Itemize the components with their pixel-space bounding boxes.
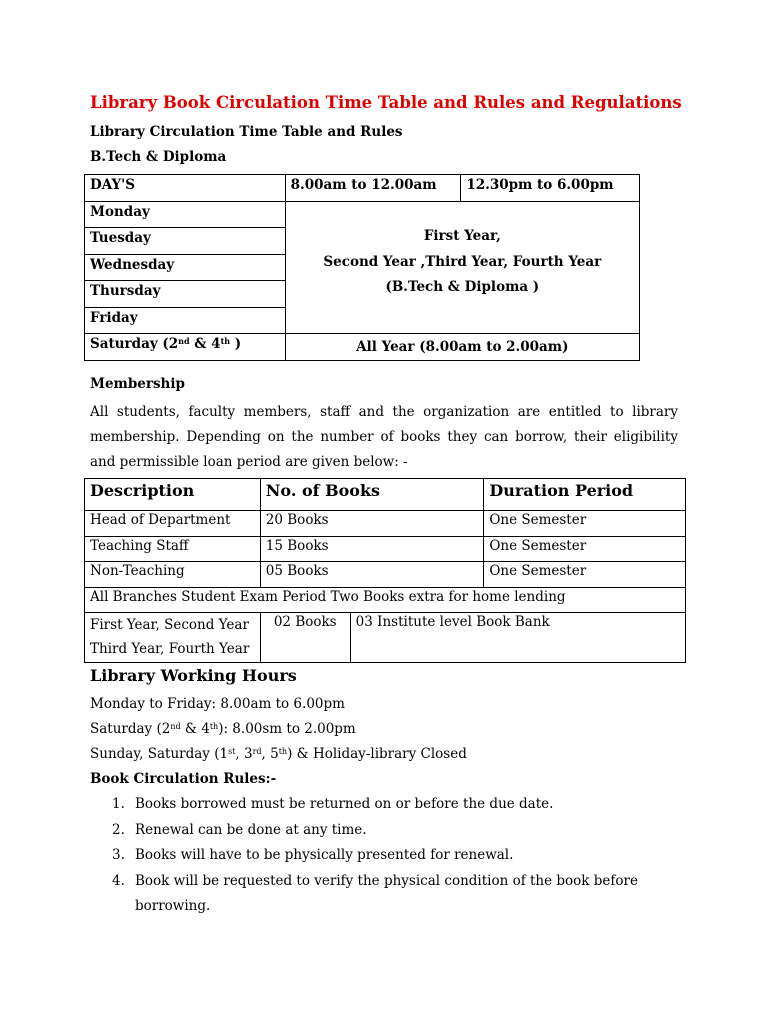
student-books-cell: 02 Books bbox=[260, 613, 350, 663]
page-title: Library Book Circulation Time Table and Rules and Regulations bbox=[90, 93, 682, 112]
cell-books: 20 Books bbox=[260, 511, 484, 537]
header-morning: 8.00am to 12.00am bbox=[285, 175, 461, 202]
weekday-years-line: Second Year ,Third Year, Fourth Year bbox=[323, 253, 602, 270]
cell-description: Non-Teaching bbox=[85, 562, 261, 588]
hours-weekday: Monday to Friday: 8.00am to 6.00pm bbox=[90, 696, 345, 712]
exam-note-cell: All Branches Student Exam Period Two Books extra for home lending bbox=[85, 587, 686, 613]
weekday-years-line: (B.Tech & Diploma ) bbox=[385, 279, 540, 295]
table-row bbox=[85, 613, 686, 663]
hours-closed: Sunday, Saturday (1st, 3rd, 5th) & Holiday-library Closed bbox=[90, 746, 467, 762]
student-years-line: Third Year, Fourth Year bbox=[90, 641, 250, 657]
cell-books: 15 Books bbox=[260, 536, 484, 562]
program-label: B.Tech & Diploma bbox=[90, 149, 227, 165]
cell-books: 05 Books bbox=[260, 562, 484, 588]
cell-duration: One Semester bbox=[484, 511, 686, 537]
day-tuesday: Tuesday bbox=[85, 228, 286, 255]
header-description: Description bbox=[85, 479, 261, 511]
cell-duration: One Semester bbox=[484, 536, 686, 562]
day-thursday: Thursday bbox=[85, 281, 286, 308]
header-days: DAY'S bbox=[85, 175, 286, 202]
table-row bbox=[85, 536, 686, 562]
weekday-years-line: First Year, bbox=[423, 228, 501, 244]
book-bank-cell: 03 Institute level Book Bank bbox=[350, 613, 685, 663]
rules-list bbox=[90, 792, 650, 920]
cell-description: Teaching Staff bbox=[85, 536, 261, 562]
table-row bbox=[85, 511, 686, 537]
header-duration: Duration Period bbox=[484, 479, 686, 511]
membership-heading: Membership bbox=[90, 376, 185, 392]
weekday-years-cell bbox=[285, 201, 639, 334]
table-header-row bbox=[85, 479, 686, 511]
hours-saturday: Saturday (2nd & 4th): 8.00sm to 2.00pm bbox=[90, 721, 356, 737]
table-row bbox=[85, 334, 640, 361]
student-years-line: First Year, Second Year bbox=[90, 617, 249, 633]
cell-description: Head of Department bbox=[85, 511, 261, 537]
membership-table bbox=[84, 478, 686, 663]
day-wednesday: Wednesday bbox=[85, 254, 286, 281]
header-afternoon: 12.30pm to 6.00pm bbox=[461, 175, 640, 202]
list-item: 1. Books borrowed must be returned on or before the due date. bbox=[112, 796, 554, 812]
day-friday: Friday bbox=[85, 307, 286, 334]
student-years-cell bbox=[85, 613, 261, 663]
table-row bbox=[85, 201, 640, 228]
day-saturday: Saturday (2nd & 4th ) bbox=[85, 334, 286, 361]
table-header-row bbox=[85, 175, 640, 202]
list-item: 3. Books will have to be physically presented for renewal. bbox=[112, 847, 514, 863]
membership-paragraph: All students, faculty members, staff and the organization are entitled to library membership. Depending on the number of books they can borrow, their eligibility and permissible loan period are given below: - bbox=[90, 404, 678, 470]
header-books: No. of Books bbox=[260, 479, 484, 511]
hours-heading: Library Working Hours bbox=[90, 666, 297, 685]
cell-duration: One Semester bbox=[484, 562, 686, 588]
rules-heading: Book Circulation Rules:- bbox=[90, 771, 277, 787]
circulation-timetable bbox=[84, 174, 640, 361]
list-item: 4. Book will be requested to verify the physical condition of the book before borrowing. bbox=[112, 872, 638, 914]
saturday-years-cell: All Year (8.00am to 2.00am) bbox=[285, 334, 639, 361]
table-row bbox=[85, 562, 686, 588]
section-subtitle: Library Circulation Time Table and Rules bbox=[90, 124, 403, 140]
day-monday: Monday bbox=[85, 201, 286, 228]
list-item: 2. Renewal can be done at any time. bbox=[112, 821, 367, 838]
table-row bbox=[85, 587, 686, 613]
